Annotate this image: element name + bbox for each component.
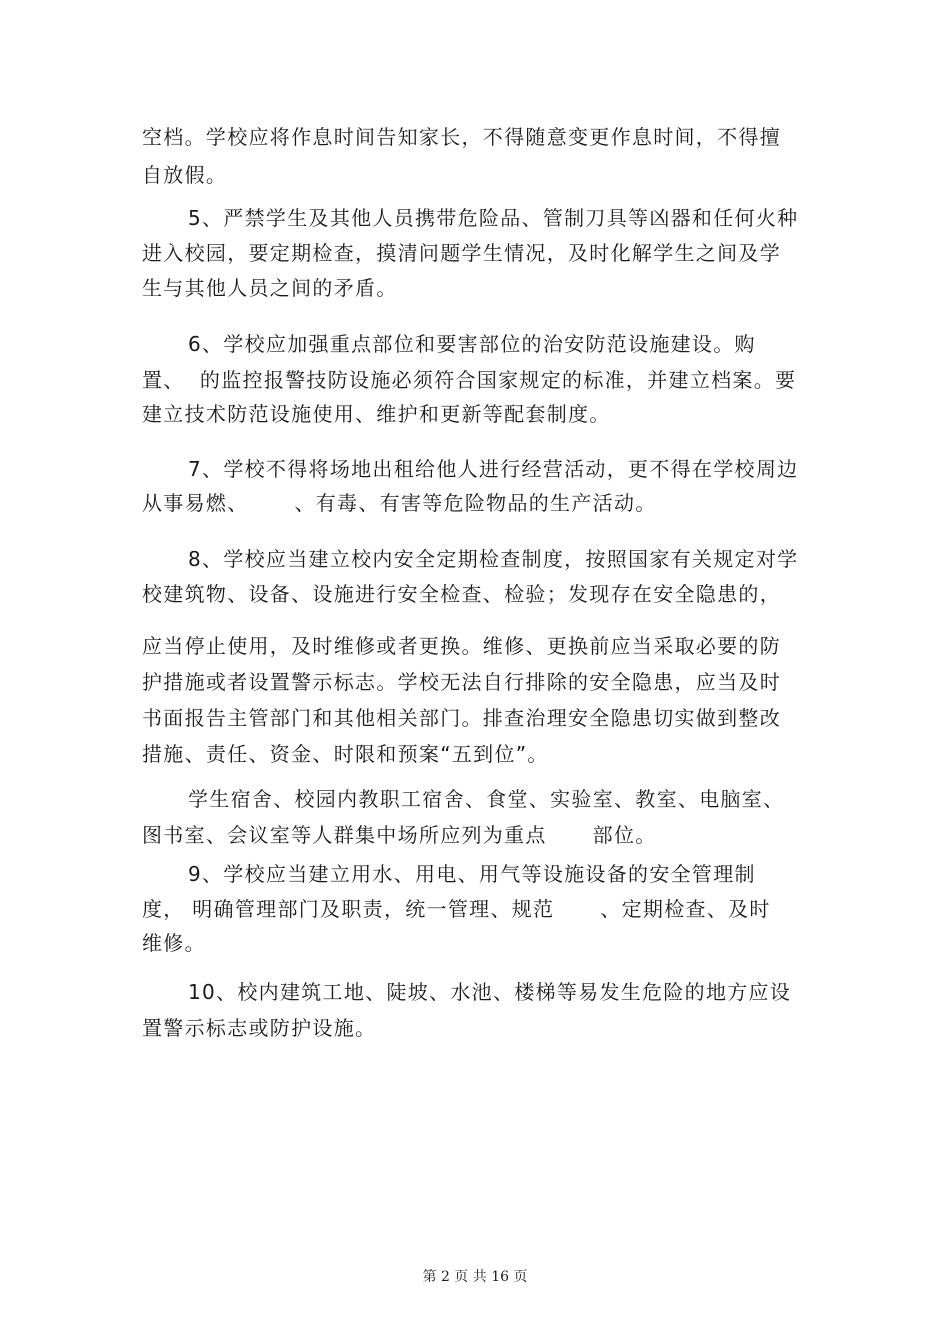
page-number-footer: 第 2 页 共 16 页 (422, 1269, 528, 1285)
text-line: 生与其他人员之间的矛盾。 (142, 276, 398, 300)
text-line: 从事易燃、 、有毒、有害等危险物品的生产活动。 (142, 491, 657, 515)
text-line: 5、严禁学生及其他人员携带危险品、管制刀具等凶器和任何火种 (188, 206, 799, 230)
text-line: 维修。 (142, 931, 206, 955)
text-line: 10、校内建筑工地、陡坡、水池、楼梯等易发生危险的地方应设 (188, 980, 792, 1004)
text-line: 置、 的监控报警技防设施必须符合国家规定的标准，并建立档案。要 (142, 368, 797, 392)
text-line: 校建筑物、设备、设施进行安全检查、检验；发现存在安全隐患的， (142, 582, 781, 606)
text-line: 8、学校应当建立校内安全定期检查制度，按照国家有关规定对学 (188, 547, 799, 571)
text-line: 书面报告主管部门和其他相关部门。排查治理安全隐患切实做到整改 (142, 706, 781, 730)
text-line: 7、学校不得将场地出租给他人进行经营活动，更不得在学校周边 (188, 457, 799, 481)
text-line: 空档。学校应将作息时间告知家长，不得随意变更作息时间，不得擅 (142, 125, 781, 149)
text-line: 6、学校应加强重点部位和要害部位的治安防范设施建设。购 (188, 332, 756, 356)
text-line: 应当停止使用，及时维修或者更换。维修、更换前应当采取必要的防 (142, 634, 781, 658)
text-line: 置警示标志或防护设施。 (142, 1016, 377, 1040)
text-line: 自放假。 (142, 163, 228, 187)
text-line: 进入校园，要定期检查，摸清问题学生情况，及时化解学生之间及学 (142, 241, 781, 265)
text-line: 护措施或者设置警示标志。学校无法自行排除的安全隐患，应当及时 (142, 670, 781, 694)
text-line: 度， 明确管理部门及职责，统一管理、规范 、定期检查、及时 (142, 897, 771, 921)
text-line: 学生宿舍、校园内教职工宿舍、食堂、实验室、教室、电脑室、 (188, 787, 785, 811)
text-line: 9、学校应当建立用水、用电、用气等设施设备的安全管理制 (188, 862, 756, 886)
text-line: 图书室、会议室等人群集中场所应列为重点 部位。 (142, 823, 657, 847)
text-line: 措施、责任、资金、时限和预案“五到位”。 (142, 742, 549, 766)
text-line: 建立技术防范设施使用、维护和更新等配套制度。 (142, 402, 611, 426)
